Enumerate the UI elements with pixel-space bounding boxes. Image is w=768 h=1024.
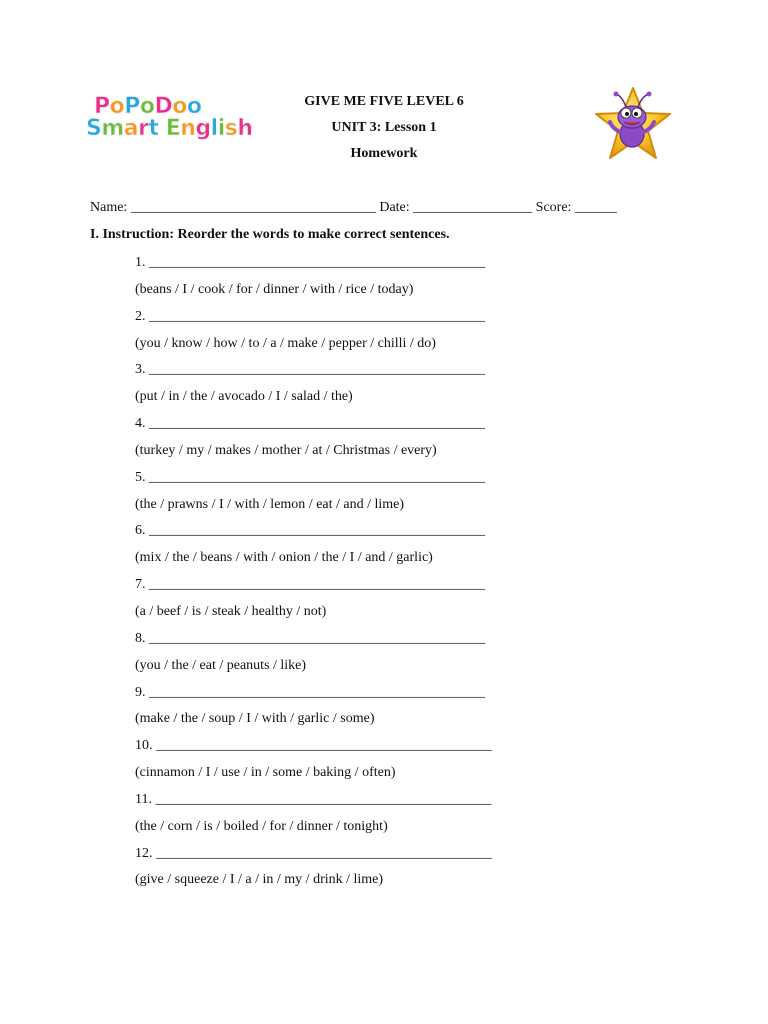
question-item bbox=[135, 469, 492, 523]
answer-blank[interactable]: ________________________________________________ bbox=[149, 523, 485, 539]
word-hint: (give / squeeze / I / a / in / my / drink / lime) bbox=[135, 872, 384, 888]
logo-letter: m bbox=[101, 116, 124, 141]
word-hint: (turkey / my / makes / mother / at / Christmas / every) bbox=[135, 442, 437, 458]
answer-blank[interactable]: ________________________________________________ bbox=[149, 630, 485, 646]
word-hint: (put / in / the / avocado / I / salad / the) bbox=[135, 389, 353, 405]
question-item bbox=[135, 630, 492, 684]
date-blank[interactable]: _________________ bbox=[413, 200, 533, 215]
logo-letter: P bbox=[124, 94, 140, 119]
answer-blank[interactable]: ________________________________________________ bbox=[149, 684, 485, 700]
question-number: 11. bbox=[135, 791, 152, 807]
logo-letter: h bbox=[237, 116, 253, 141]
instruction-heading: I. Instruction: Reorder the words to make correct sentences. bbox=[90, 227, 450, 242]
page-title: GIVE ME FIVE LEVEL 6 bbox=[304, 94, 464, 109]
question-number: 9. bbox=[135, 684, 146, 700]
question-number: 12. bbox=[135, 845, 153, 861]
question-item bbox=[135, 791, 492, 845]
word-hint: (the / prawns / I / with / lemon / eat / and / lime) bbox=[135, 496, 405, 512]
logo-letter: E bbox=[165, 116, 181, 141]
student-info-line bbox=[90, 200, 617, 216]
word-hint: (the / corn / is / boiled / for / dinner / tonight) bbox=[135, 818, 388, 834]
logo-letter: o bbox=[186, 94, 202, 119]
score-label: Score: bbox=[535, 200, 572, 215]
question-item bbox=[135, 522, 492, 576]
logo-letter: D bbox=[154, 94, 173, 119]
question-number: 7. bbox=[135, 577, 146, 593]
logo-letter: g bbox=[195, 116, 211, 141]
question-list bbox=[135, 254, 492, 898]
word-hint: (make / the / soup / I / with / garlic / some) bbox=[135, 711, 375, 727]
answer-line bbox=[135, 576, 492, 603]
question-item bbox=[135, 845, 492, 899]
unit-title: UNIT 3: Lesson 1 bbox=[331, 120, 437, 135]
logo-letter: i bbox=[217, 116, 225, 141]
score-blank[interactable]: ______ bbox=[574, 200, 617, 215]
title-block bbox=[234, 92, 534, 170]
answer-blank[interactable]: ________________________________________________ bbox=[149, 255, 485, 270]
answer-blank[interactable]: ________________________________________________ bbox=[149, 308, 485, 324]
answer-blank[interactable]: ________________________________________________ bbox=[156, 738, 492, 754]
question-item bbox=[135, 254, 492, 308]
logo-letter: n bbox=[180, 116, 196, 141]
answer-line bbox=[135, 737, 492, 764]
logo-letter: s bbox=[224, 116, 238, 141]
answer-line bbox=[135, 415, 492, 442]
question-number: 1. bbox=[135, 255, 146, 270]
answer-line bbox=[135, 361, 492, 388]
question-number: 6. bbox=[135, 523, 146, 539]
question-item bbox=[135, 361, 492, 415]
word-hint: (a / beef / is / steak / healthy / not) bbox=[135, 603, 327, 619]
question-number: 5. bbox=[135, 469, 146, 485]
question-item bbox=[135, 576, 492, 630]
question-number: 10. bbox=[135, 738, 153, 754]
logo-letter: a bbox=[123, 116, 139, 141]
name-blank[interactable]: ___________________________________ bbox=[130, 200, 376, 215]
popodoo-smart-english-logo bbox=[86, 94, 253, 148]
answer-blank[interactable]: ________________________________________________ bbox=[149, 416, 485, 432]
logo-letter: S bbox=[86, 116, 102, 141]
answer-line bbox=[135, 469, 492, 496]
answer-line bbox=[135, 254, 492, 281]
answer-blank[interactable]: ________________________________________________ bbox=[149, 577, 485, 593]
answer-line bbox=[135, 845, 492, 872]
logo-line-smart-english bbox=[86, 118, 253, 140]
answer-line bbox=[135, 630, 492, 657]
date-label: Date: bbox=[379, 200, 410, 215]
word-hint: (you / the / eat / peanuts / like) bbox=[135, 657, 307, 673]
answer-blank[interactable]: ________________________________________________ bbox=[155, 791, 492, 807]
question-item bbox=[135, 415, 492, 469]
logo-letter: o bbox=[172, 94, 187, 119]
logo-letter bbox=[159, 116, 166, 141]
logo-letter: l bbox=[210, 116, 218, 141]
logo-letter: o bbox=[139, 94, 155, 119]
question-number: 2. bbox=[135, 308, 146, 324]
question-item bbox=[135, 308, 492, 362]
question-item bbox=[135, 684, 492, 738]
answer-line bbox=[135, 522, 492, 549]
answer-line bbox=[135, 791, 492, 818]
word-hint: (mix / the / beans / with / onion / the / I / and / garlic) bbox=[135, 550, 433, 566]
question-item bbox=[135, 737, 492, 791]
homework-subtitle: Homework bbox=[350, 146, 418, 161]
purple-bug-on-star-icon bbox=[592, 84, 674, 166]
answer-blank[interactable]: ________________________________________________ bbox=[149, 362, 485, 378]
logo-line-popodoo bbox=[94, 96, 202, 118]
question-number: 4. bbox=[135, 416, 146, 432]
answer-line bbox=[135, 308, 492, 335]
question-number: 8. bbox=[135, 630, 146, 646]
word-hint: (beans / I / cook / for / dinner / with / rice / today) bbox=[135, 281, 414, 297]
word-hint: (cinnamon / I / use / in / some / baking / often) bbox=[135, 765, 396, 781]
name-label: Name: bbox=[90, 200, 128, 215]
question-number: 3. bbox=[135, 362, 146, 378]
logo-letter: o bbox=[109, 94, 125, 119]
answer-blank[interactable]: ________________________________________________ bbox=[149, 469, 485, 485]
logo-letter: t bbox=[148, 116, 159, 141]
logo-letter: P bbox=[94, 94, 110, 119]
logo-letter: r bbox=[138, 116, 149, 141]
word-hint: (you / know / how / to / a / make / pepper / chilli / do) bbox=[135, 335, 436, 351]
answer-blank[interactable]: ________________________________________________ bbox=[156, 845, 492, 861]
answer-line bbox=[135, 684, 492, 711]
